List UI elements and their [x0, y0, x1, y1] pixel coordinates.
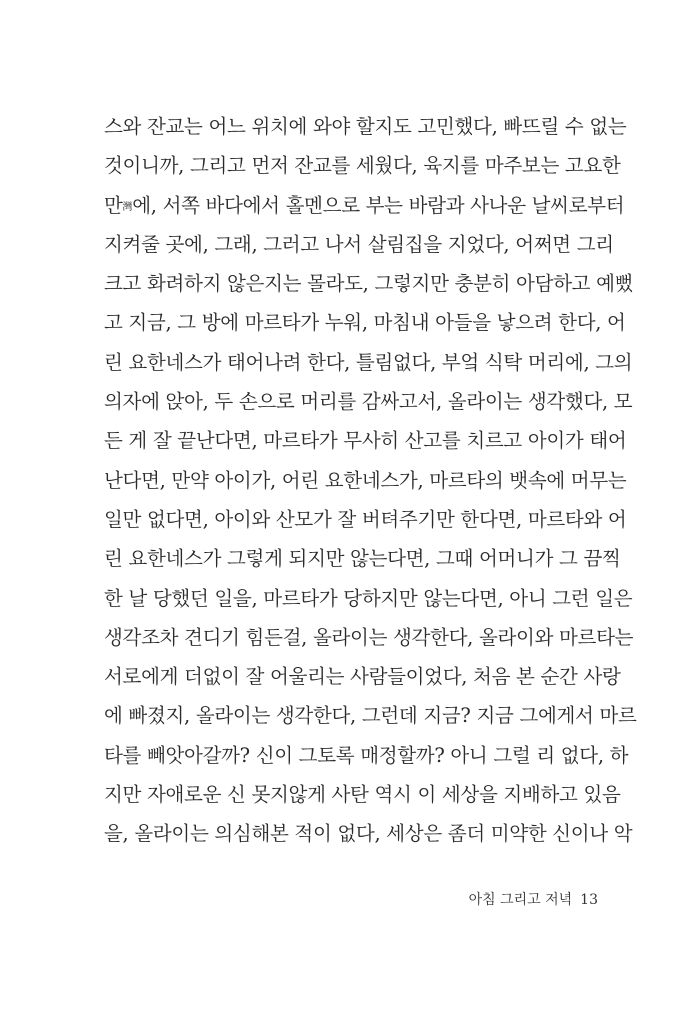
text-line-4: 지켜줄 곳에, 그래, 그러고 나서 살림집을 지었다, 어쩌면 그리 — [104, 232, 614, 256]
text-line-5: 크고 화려하지 않은지는 몰라도, 그렇지만 충분히 아담하고 예뻤 — [104, 272, 634, 296]
text-line-17: 타를 빼앗아갈까? 신이 그토록 매정할까? 아니 그럴 리 없다, 하 — [104, 743, 629, 767]
text-line-8: 의자에 앉아, 두 손으로 머리를 감싸고서, 올라이는 생각했다, 모 — [104, 390, 633, 414]
text-line-3 — [104, 186, 625, 225]
text-line-3-rest: 에, 서쪽 바다에서 홀멘으로 부는 바람과 사나운 날씨로부터 — [132, 193, 625, 217]
text-line-15: 서로에게 더없이 잘 어울리는 사람들이었다, 처음 본 순간 사랑 — [104, 665, 621, 689]
page-footer — [469, 889, 598, 909]
body-text — [104, 107, 637, 854]
text-line-19: 을, 올라이는 의심해본 적이 없다, 세상은 좀더 미약한 신이나 악 — [104, 822, 633, 846]
text-line-6: 고 지금, 그 방에 마르타가 누워, 마침내 아들을 낳으려 한다, 어 — [104, 311, 626, 335]
running-title: 아침 그리고 저녁 — [468, 892, 573, 908]
text-line-13: 한 날 당했던 일을, 마르타가 당하지만 않는다면, 아니 그런 일은 — [104, 586, 633, 610]
text-line-3-start: 만 — [104, 193, 123, 217]
text-line-18: 지만 자애로운 신 못지않게 사탄 역시 이 세상을 지배하고 있음 — [104, 783, 621, 807]
text-line-9: 든 게 잘 끝난다면, 마르타가 무사히 산고를 치르고 아이가 태어 — [104, 429, 627, 453]
hanja-annotation: 灣 — [122, 201, 133, 213]
text-line-11: 일만 없다면, 아이와 산모가 잘 버텨주기만 한다면, 마르타와 어 — [104, 507, 627, 531]
text-line-2: 것이니까, 그리고 먼저 잔교를 세웠다, 육지를 마주보는 고요한 — [104, 154, 621, 178]
page-number: 13 — [580, 892, 598, 908]
text-line-7: 린 요한네스가 태어나려 한다, 틀림없다, 부엌 식탁 머리에, 그의 — [104, 350, 633, 374]
text-line-10: 난다면, 만약 아이가, 어린 요한네스가, 마르타의 뱃속에 머무는 — [104, 468, 627, 492]
text-line-12: 린 요한네스가 그렇게 되지만 않는다면, 그때 어머니가 그 끔찍 — [104, 547, 621, 571]
text-line-14: 생각조차 견디기 힘든걸, 올라이는 생각한다, 올라이와 마르타는 — [104, 625, 634, 649]
text-line-1: 스와 잔교는 어느 위치에 와야 할지도 고민했다, 빠뜨릴 수 없는 — [104, 115, 627, 138]
text-line-16: 에 빠졌지, 올라이는 생각한다, 그런데 지금? 지금 그에게서 마르 — [104, 704, 637, 728]
